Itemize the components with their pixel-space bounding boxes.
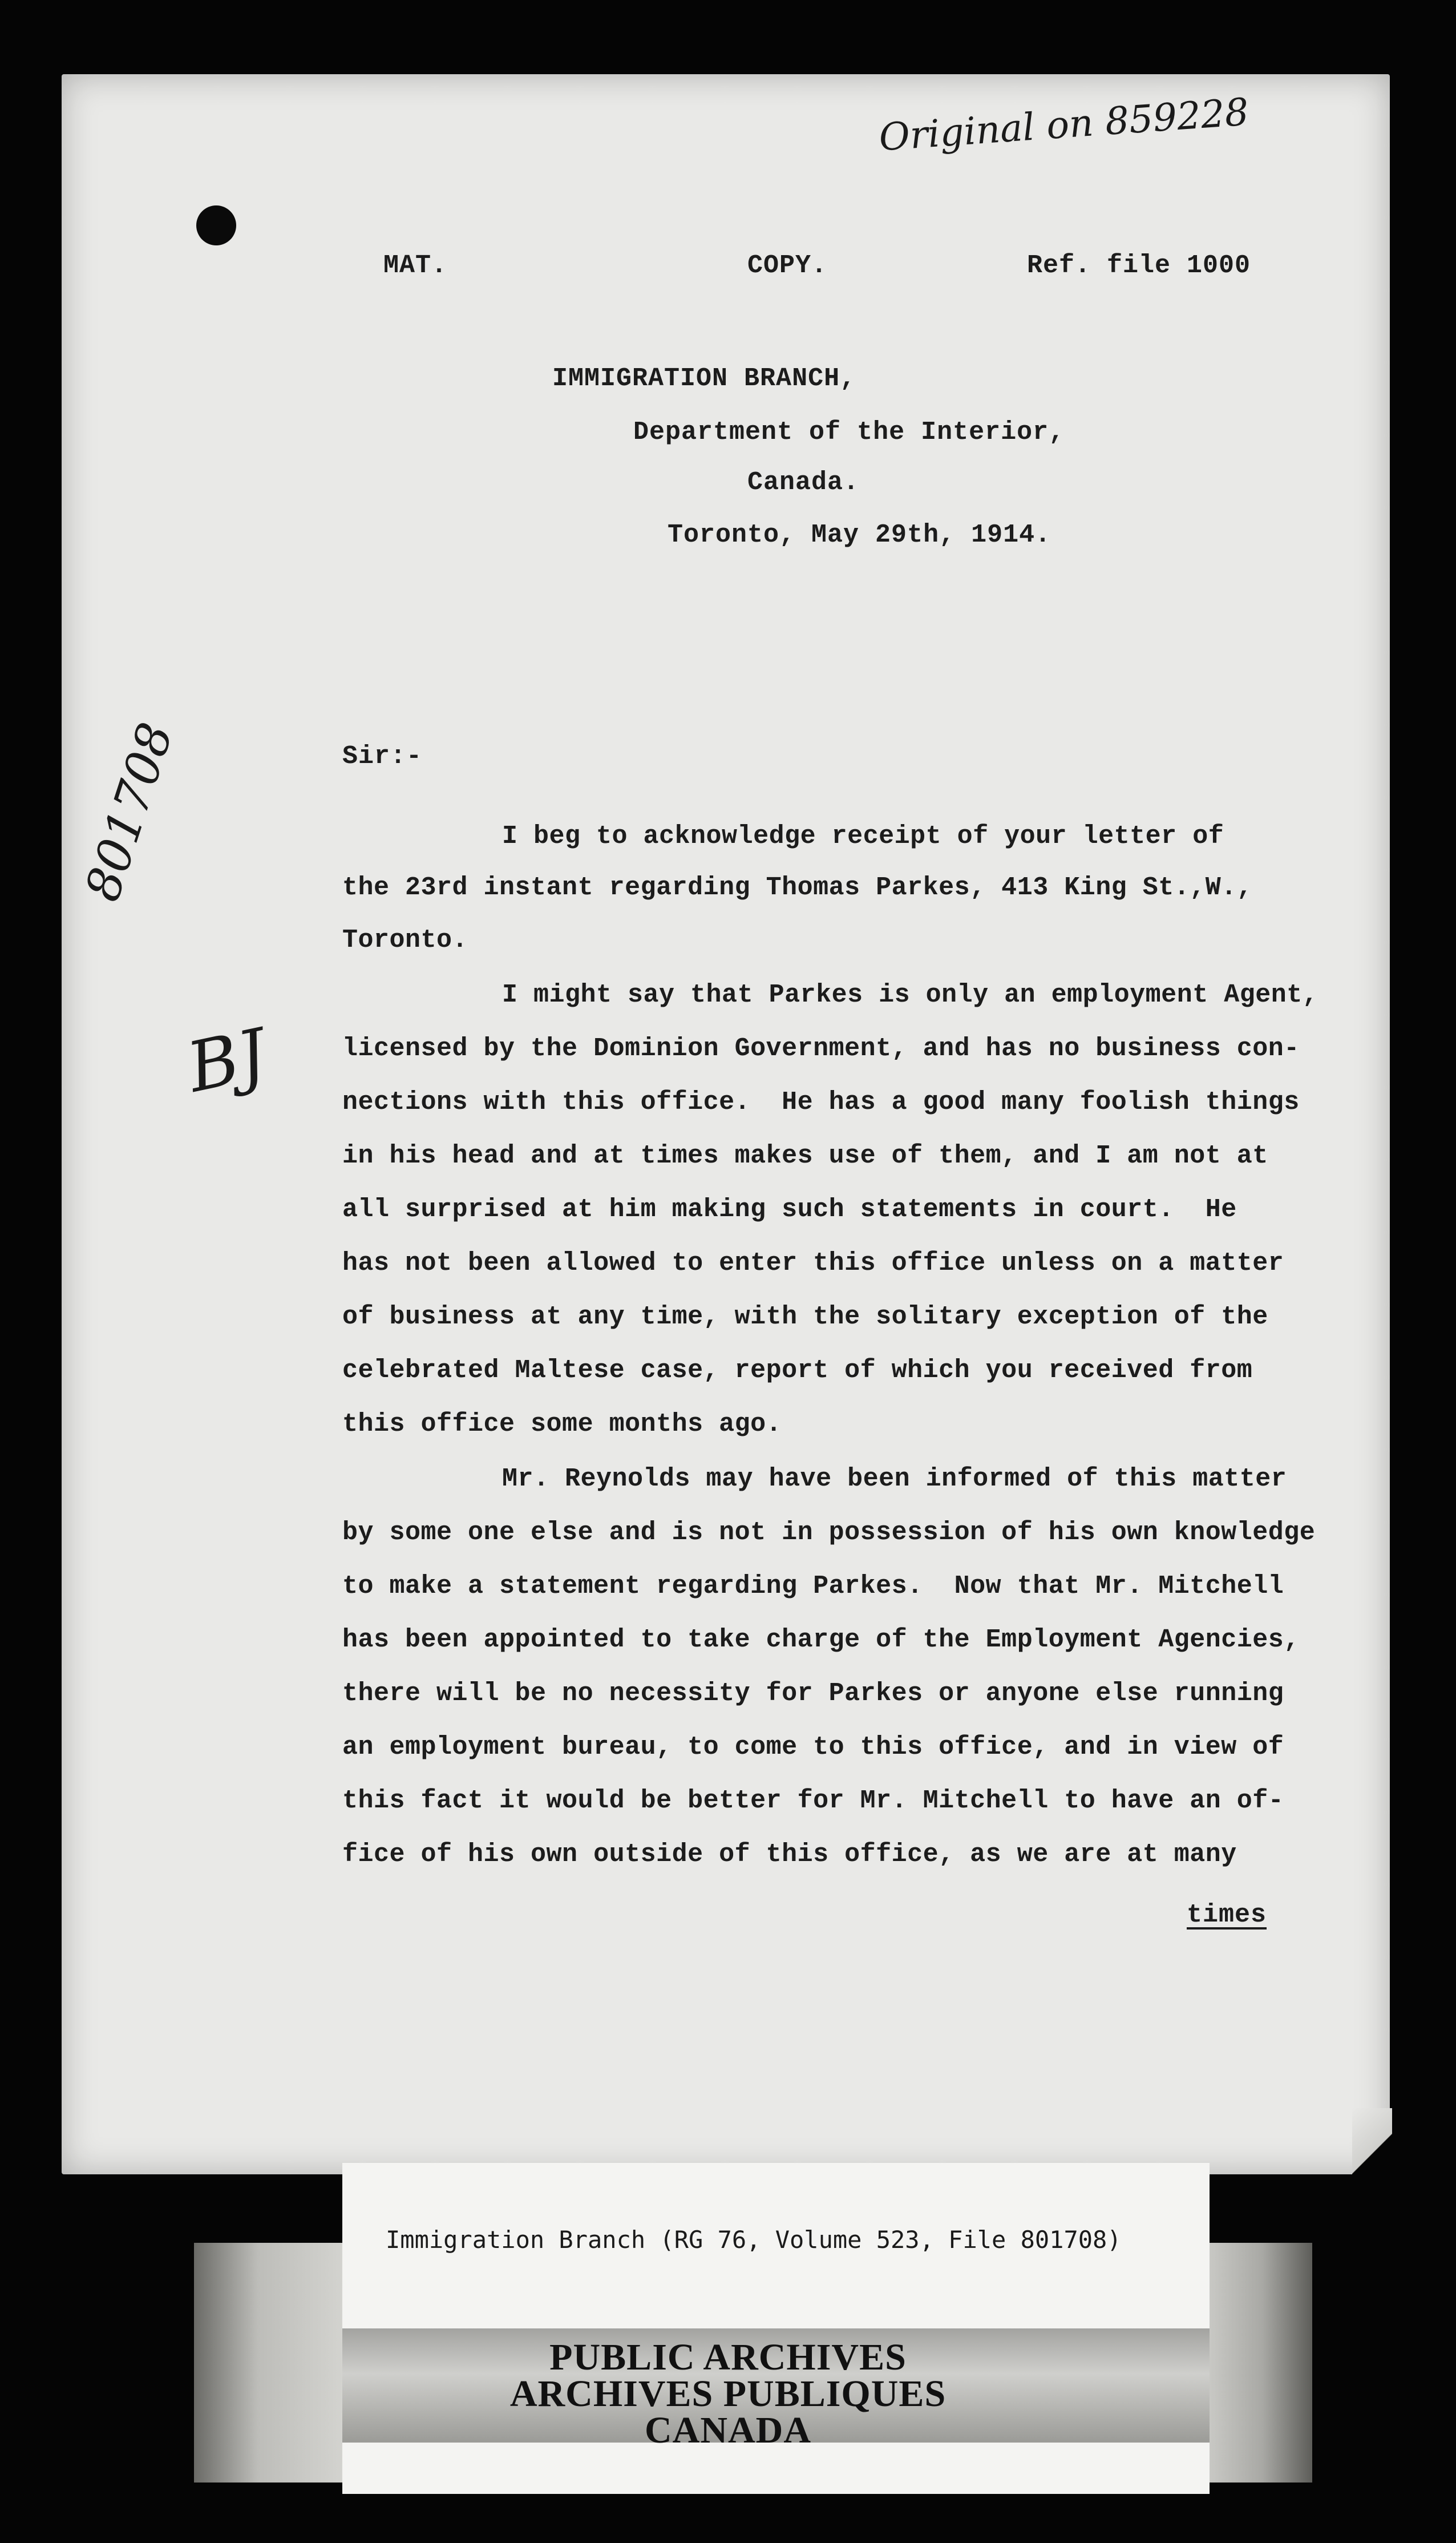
body-line: in his head and at times makes use of them, and I am not at <box>342 1141 1268 1170</box>
folded-corner <box>1352 2108 1392 2177</box>
header-initials: MAT. <box>383 251 448 280</box>
body-line: the 23rd instant regarding Thomas Parkes, 413 King St.,W., <box>342 873 1253 902</box>
body-line: celebrated Maltese case, report of which you received from <box>342 1356 1253 1385</box>
body-line: of business at any time, with the solitary exception of the <box>342 1302 1268 1331</box>
body-line: Toronto. <box>342 926 468 955</box>
org-department: Department of the Interior, <box>633 418 1065 447</box>
body-line: this office some months ago. <box>342 1410 782 1439</box>
body-line: has been appointed to take charge of the Employment Agencies, <box>342 1625 1300 1654</box>
archive-stamp-line1: PUBLIC ARCHIVES <box>549 2336 907 2378</box>
header-copy: COPY. <box>747 251 828 280</box>
body-line: there will be no necessity for Parkes or anyone else running <box>342 1679 1284 1708</box>
body-line: I beg to acknowledge receipt of your letter of <box>502 822 1224 851</box>
archive-stamp-line3: CANADA <box>645 2409 811 2451</box>
margin-file-number: 801708 <box>74 716 184 908</box>
body-line: I might say that Parkes is only an employment Agent, <box>502 980 1319 1010</box>
org-country: Canada. <box>747 468 860 497</box>
header-file-reference: Ref. file 1000 <box>1027 251 1251 280</box>
margin-initials: BJ <box>181 1014 274 1108</box>
body-line: Mr. Reynolds may have been informed of this matter <box>502 1464 1287 1493</box>
archive-reference: Immigration Branch (RG 76, Volume 523, File 801708) <box>386 2226 1122 2254</box>
body-line: has not been allowed to enter this office unless on a matter <box>342 1249 1284 1278</box>
archive-stamp-line2: ARCHIVES PUBLIQUES <box>509 2373 947 2415</box>
body-line: licensed by the Dominion Government, and has no business con- <box>342 1034 1300 1063</box>
handwritten-reference: Original on 859228 <box>877 90 1251 160</box>
catchword: times <box>1187 1900 1267 1930</box>
salutation: Sir:- <box>342 742 423 771</box>
org-name: IMMIGRATION BRANCH, <box>552 364 856 393</box>
body-line: all surprised at him making such statements in court. He <box>342 1195 1237 1224</box>
body-line: fice of his own outside of this office, as we are at many <box>342 1840 1237 1869</box>
body-line: by some one else and is not in possession of his own knowledge <box>342 1518 1316 1547</box>
letter-date: Toronto, May 29th, 1914. <box>668 520 1051 550</box>
body-line: to make a statement regarding Parkes. Now that Mr. Mitchell <box>342 1572 1284 1601</box>
body-line: nections with this office. He has a good many foolish things <box>342 1088 1300 1117</box>
body-line: this fact it would be better for Mr. Mitchell to have an of- <box>342 1786 1284 1815</box>
punch-hole <box>196 205 236 245</box>
body-line: an employment bureau, to come to this office, and in view of <box>342 1733 1284 1762</box>
